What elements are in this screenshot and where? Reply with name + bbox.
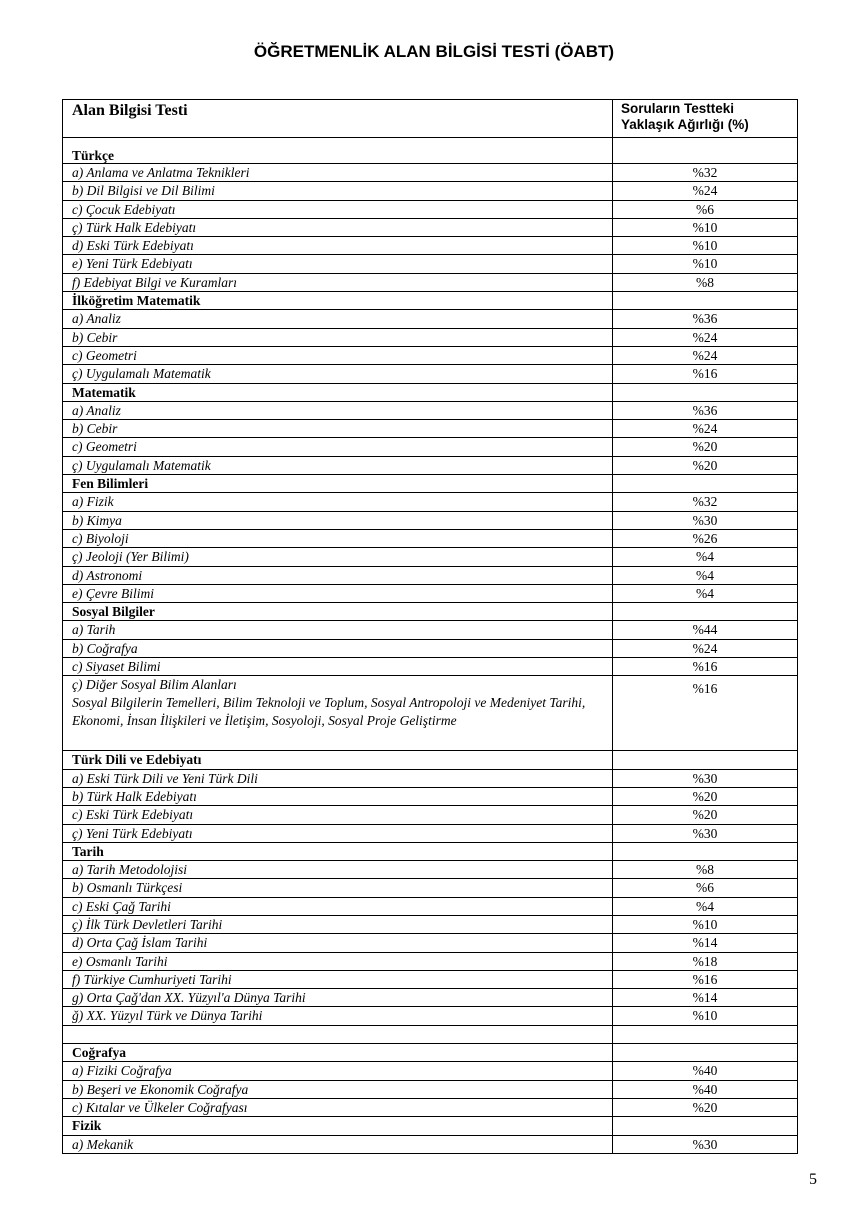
- subject-weight: %44: [613, 621, 798, 639]
- section-title: Matematik: [63, 383, 613, 401]
- subject-label: ç) Jeoloji (Yer Bilimi): [72, 549, 189, 565]
- subject-detail: Sosyal Bilgilerin Temelleri, Bilim Teknoloji ve Toplum, Sosyal Antropoloji ve Medeniyet Tarihi, Ekonomi, İnsan İlişkileri ve İletişim, Sosyoloji, Sosyal Proje Geliştirme: [72, 695, 586, 729]
- table-row: [63, 200, 798, 218]
- header-weight-line1: Soruların Testteki: [621, 101, 735, 116]
- subject-weight: %32: [613, 164, 798, 182]
- blank-row: [63, 1025, 798, 1043]
- subject-weight: %8: [613, 273, 798, 291]
- table-row: [63, 861, 798, 879]
- table-row: [63, 511, 798, 529]
- subject-label-cell: [63, 566, 613, 584]
- subject-label: c) Eski Çağ Tarihi: [72, 898, 171, 914]
- table-row: [63, 584, 798, 602]
- subject-label-cell: [63, 824, 613, 842]
- header-weight-line2: Yaklaşık Ağırlığı (%): [621, 117, 749, 132]
- subject-weight: %20: [613, 456, 798, 474]
- section-row: [63, 842, 798, 860]
- subject-label: a) Tarih Metodolojisi: [72, 862, 188, 878]
- subject-weight: %4: [613, 548, 798, 566]
- table-row: [63, 621, 798, 639]
- table-row: [63, 456, 798, 474]
- section-weight-empty: [613, 292, 798, 310]
- subject-label-cell: [63, 639, 613, 657]
- subject-weight: %16: [613, 365, 798, 383]
- table-row: [63, 1080, 798, 1098]
- table-row: [63, 328, 798, 346]
- subject-weight: %16: [613, 658, 798, 676]
- section-row: [63, 138, 798, 164]
- subject-label: a) Analiz: [72, 402, 121, 418]
- subject-label-cell: [63, 658, 613, 676]
- subject-label: c) Biyoloji: [72, 530, 129, 546]
- table-row: [63, 897, 798, 915]
- table-row: [63, 658, 798, 676]
- section-title: Tarih: [63, 842, 613, 860]
- table-row: [63, 365, 798, 383]
- subject-label-cell: [63, 529, 613, 547]
- subject-label: a) Tarih: [72, 622, 116, 638]
- subject-label: ç) Uygulamalı Matematik: [72, 366, 211, 382]
- subject-label: c) Geometri: [72, 439, 137, 455]
- subject-label: b) Cebir: [72, 329, 118, 345]
- subject-label-cell: [63, 915, 613, 933]
- subject-label: b) Türk Halk Edebiyatı: [72, 788, 197, 804]
- subject-label: a) Analiz: [72, 311, 121, 327]
- subject-label-cell: [63, 182, 613, 200]
- subject-label-cell: [63, 787, 613, 805]
- subject-label: ç) Türk Halk Edebiyatı: [72, 219, 197, 235]
- table-row: [63, 182, 798, 200]
- subject-label: b) Coğrafya: [72, 640, 138, 656]
- header-weight: [613, 100, 798, 138]
- table-row: [63, 787, 798, 805]
- section-title: Sosyal Bilgiler: [63, 603, 613, 621]
- subject-label: ğ) XX. Yüzyıl Türk ve Dünya Tarihi: [72, 1008, 263, 1024]
- subject-label-cell: [63, 989, 613, 1007]
- subject-label: d) Orta Çağ İslam Tarihi: [72, 935, 208, 951]
- table-row: [63, 255, 798, 273]
- subject-label-cell: [63, 365, 613, 383]
- section-row: [63, 383, 798, 401]
- subject-label-cell: [63, 346, 613, 364]
- subject-label: b) Cebir: [72, 421, 118, 437]
- subject-label-cell: [63, 970, 613, 988]
- subject-label: e) Çevre Bilimi: [72, 585, 154, 601]
- subject-weight: %24: [613, 420, 798, 438]
- subject-label-cell: [63, 255, 613, 273]
- subject-label-cell: [63, 952, 613, 970]
- subject-label-cell: [63, 456, 613, 474]
- subject-label-cell: [63, 401, 613, 419]
- subject-weight: %10: [613, 1007, 798, 1025]
- subject-weight: %4: [613, 897, 798, 915]
- section-title: Türk Dili ve Edebiyatı: [63, 751, 613, 769]
- subject-weight: %26: [613, 529, 798, 547]
- table-row: [63, 1007, 798, 1025]
- section-weight-empty: [613, 138, 798, 164]
- section-weight-empty: [613, 751, 798, 769]
- table-row: [63, 273, 798, 291]
- subject-weight: %14: [613, 934, 798, 952]
- subject-label: g) Orta Çağ'dan XX. Yüzyıl'a Dünya Tarihi: [72, 990, 306, 1006]
- section-weight-empty: [613, 383, 798, 401]
- subject-label: b) Kimya: [72, 512, 122, 528]
- subject-label-cell: [63, 897, 613, 915]
- subject-label-cell: [63, 511, 613, 529]
- subject-weight: %16: [613, 676, 798, 751]
- subject-label: ç) Uygulamalı Matematik: [72, 457, 211, 473]
- section-weight-empty: [613, 1044, 798, 1062]
- table-row: [63, 218, 798, 236]
- subject-label: f) Edebiyat Bilgi ve Kuramları: [72, 274, 237, 290]
- subject-label: a) Eski Türk Dili ve Yeni Türk Dili: [72, 770, 258, 786]
- table-row: [63, 493, 798, 511]
- subject-weight: %10: [613, 255, 798, 273]
- subject-label-cell: [63, 1135, 613, 1153]
- subject-label-cell: [63, 861, 613, 879]
- subject-weight: %6: [613, 200, 798, 218]
- table-row: [63, 676, 798, 751]
- subject-label: ç) Diğer Sosyal Bilim Alanları: [72, 677, 237, 693]
- table-row: [63, 438, 798, 456]
- subject-label: a) Fiziki Coğrafya: [72, 1063, 172, 1079]
- subject-label-cell: [63, 676, 613, 751]
- section-title: Türkçe: [63, 138, 613, 164]
- subject-weight: %14: [613, 989, 798, 1007]
- subject-weight: %4: [613, 584, 798, 602]
- subject-weight: %8: [613, 861, 798, 879]
- section-title: Coğrafya: [63, 1044, 613, 1062]
- subject-label: f) Türkiye Cumhuriyeti Tarihi: [72, 971, 232, 987]
- table-row: [63, 915, 798, 933]
- subject-label: c) Geometri: [72, 347, 137, 363]
- table-row: [63, 639, 798, 657]
- weights-table: [62, 99, 798, 1154]
- table-row: [63, 401, 798, 419]
- blank-cell: [63, 1025, 613, 1043]
- subject-label: b) Dil Bilgisi ve Dil Bilimi: [72, 183, 215, 199]
- subject-weight: %6: [613, 879, 798, 897]
- subject-label-cell: [63, 1098, 613, 1116]
- subject-label-cell: [63, 621, 613, 639]
- table-row: [63, 952, 798, 970]
- table-row: [63, 1135, 798, 1153]
- subject-label: c) Siyaset Bilimi: [72, 659, 161, 675]
- subject-label: a) Mekanik: [72, 1136, 134, 1152]
- subject-label-cell: [63, 879, 613, 897]
- section-weight-empty: [613, 603, 798, 621]
- section-row: [63, 1117, 798, 1135]
- subject-weight: %10: [613, 915, 798, 933]
- subject-weight: %36: [613, 310, 798, 328]
- table-row: [63, 346, 798, 364]
- subject-label-cell: [63, 584, 613, 602]
- subject-label-cell: [63, 1062, 613, 1080]
- table-row: [63, 1098, 798, 1116]
- subject-label-cell: [63, 420, 613, 438]
- subject-label-cell: [63, 218, 613, 236]
- subject-label: ç) Yeni Türk Edebiyatı: [72, 825, 193, 841]
- subject-label-cell: [63, 328, 613, 346]
- table-row: [63, 164, 798, 182]
- subject-label: b) Beşeri ve Ekonomik Coğrafya: [72, 1081, 249, 1097]
- subject-label: b) Osmanlı Türkçesi: [72, 880, 183, 896]
- table-row: [63, 769, 798, 787]
- subject-weight: %4: [613, 566, 798, 584]
- subject-weight: %20: [613, 787, 798, 805]
- section-row: [63, 1044, 798, 1062]
- section-row: [63, 292, 798, 310]
- subject-weight: %20: [613, 438, 798, 456]
- table-row: [63, 970, 798, 988]
- subject-label-cell: [63, 1007, 613, 1025]
- subject-label-cell: [63, 806, 613, 824]
- subject-label: d) Eski Türk Edebiyatı: [72, 238, 194, 254]
- table-row: [63, 824, 798, 842]
- subject-label-cell: [63, 310, 613, 328]
- subject-label-cell: [63, 493, 613, 511]
- subject-weight: %32: [613, 493, 798, 511]
- page-number: 5: [809, 1171, 817, 1188]
- subject-weight: %24: [613, 346, 798, 364]
- subject-weight: %40: [613, 1080, 798, 1098]
- subject-label-cell: [63, 438, 613, 456]
- table-row: [63, 237, 798, 255]
- subject-weight: %18: [613, 952, 798, 970]
- table-row: [63, 989, 798, 1007]
- section-weight-empty: [613, 475, 798, 493]
- section-row: [63, 475, 798, 493]
- subject-weight: %30: [613, 769, 798, 787]
- subject-label: c) Kıtalar ve Ülkeler Coğrafyası: [72, 1099, 248, 1115]
- section-row: [63, 751, 798, 769]
- subject-weight: %30: [613, 1135, 798, 1153]
- subject-weight: %30: [613, 511, 798, 529]
- table-row: [63, 548, 798, 566]
- subject-label: ç) İlk Türk Devletleri Tarihi: [72, 916, 223, 932]
- subject-label-cell: [63, 769, 613, 787]
- table-row: [63, 529, 798, 547]
- table-row: [63, 310, 798, 328]
- subject-label: e) Osmanlı Tarihi: [72, 953, 168, 969]
- table-row: [63, 879, 798, 897]
- table-row: [63, 1062, 798, 1080]
- table-row: [63, 420, 798, 438]
- subject-label-cell: [63, 1080, 613, 1098]
- subject-label-cell: [63, 200, 613, 218]
- section-title: İlköğretim Matematik: [63, 292, 613, 310]
- subject-label: c) Eski Türk Edebiyatı: [72, 807, 194, 823]
- subject-weight: %16: [613, 970, 798, 988]
- section-title: Fizik: [63, 1117, 613, 1135]
- section-title: Fen Bilimleri: [63, 475, 613, 493]
- subject-label-cell: [63, 164, 613, 182]
- table-row: [63, 806, 798, 824]
- subject-label: e) Yeni Türk Edebiyatı: [72, 256, 193, 272]
- subject-label: a) Fizik: [72, 494, 114, 510]
- subject-label: a) Anlama ve Anlatma Teknikleri: [72, 165, 250, 180]
- section-row: [63, 603, 798, 621]
- subject-label-cell: [63, 548, 613, 566]
- subject-label-cell: [63, 237, 613, 255]
- table-header-row: [63, 100, 798, 138]
- subject-weight: %24: [613, 639, 798, 657]
- subject-weight: %30: [613, 824, 798, 842]
- subject-label: d) Astronomi: [72, 567, 143, 583]
- subject-weight: %10: [613, 237, 798, 255]
- subject-weight: %40: [613, 1062, 798, 1080]
- section-weight-empty: [613, 842, 798, 860]
- weights-table-body: [63, 100, 798, 1154]
- subject-weight: %20: [613, 806, 798, 824]
- subject-weight: %10: [613, 218, 798, 236]
- subject-weight: %36: [613, 401, 798, 419]
- subject-label-cell: [63, 273, 613, 291]
- subject-weight: %24: [613, 182, 798, 200]
- subject-label-cell: [63, 934, 613, 952]
- blank-cell: [613, 1025, 798, 1043]
- table-row: [63, 934, 798, 952]
- header-test-name: Alan Bilgisi Testi: [63, 100, 613, 138]
- section-weight-empty: [613, 1117, 798, 1135]
- subject-weight: %24: [613, 328, 798, 346]
- subject-label: c) Çocuk Edebiyatı: [72, 201, 176, 217]
- page-title: ÖĞRETMENLİK ALAN BİLGİSİ TESTİ (ÖABT): [253, 42, 615, 61]
- subject-weight: %20: [613, 1098, 798, 1116]
- table-row: [63, 566, 798, 584]
